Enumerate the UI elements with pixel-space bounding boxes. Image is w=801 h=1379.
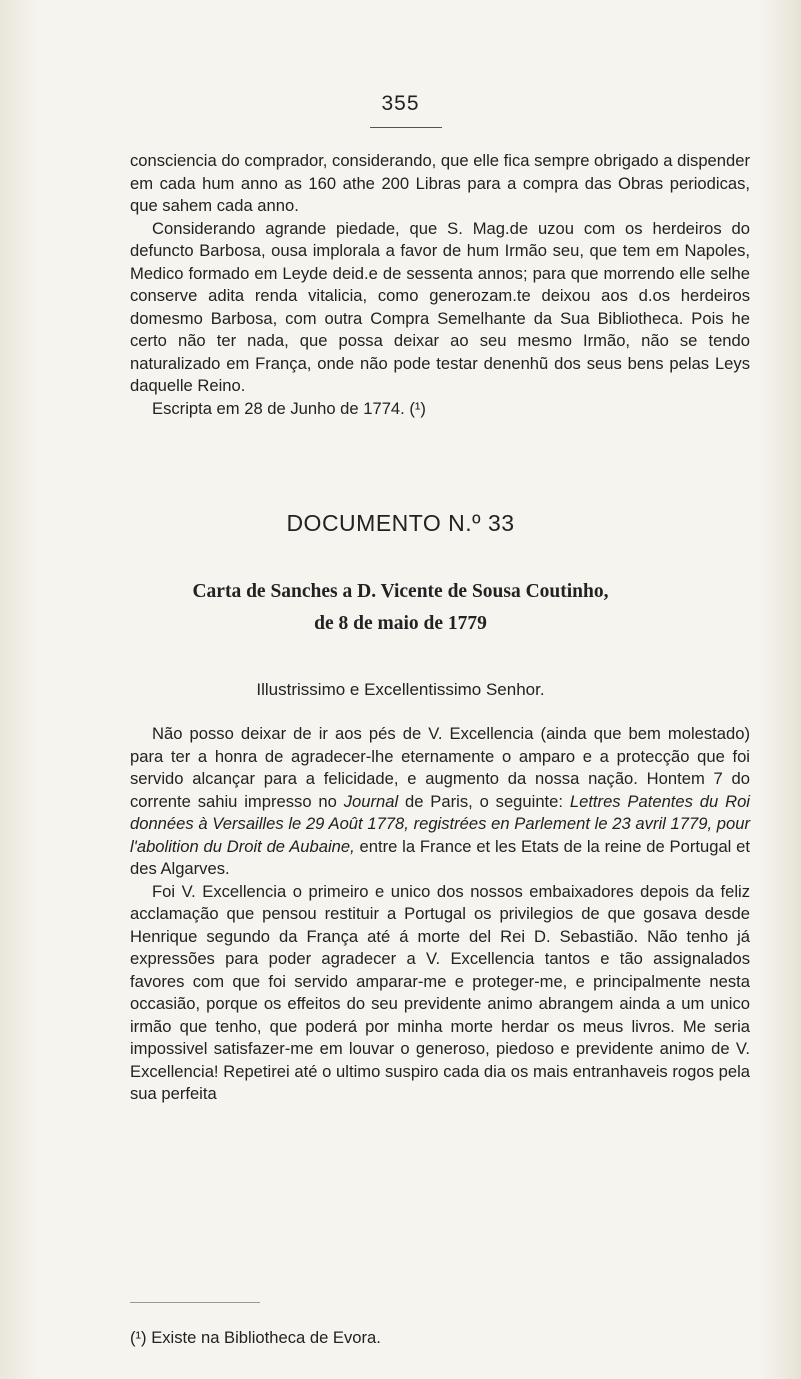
footnote: (¹) Existe na Bibliotheca de Evora. [130,1328,381,1347]
paragraph-letter-1 [130,723,750,881]
footnote-rule [130,1302,260,1303]
text-block-2 [130,723,750,1106]
page-number-rule [370,127,442,128]
letter-title-line-1: Carta de Sanches a D. Vicente de Sousa Coutinho, [192,581,609,602]
letter-title-line-2: de 8 de maio de 1779 [314,613,487,634]
p1-mid: de Paris, o seguinte: [398,791,570,811]
letter-title [0,576,801,640]
page-number: 355 [381,92,420,115]
salutation: Illustrissimo e Excellentissimo Senhor. [256,680,545,699]
paragraph-considerando: Considerando agrande piedade, que S. Mag.de uzou com os herdeiros do defuncto Barbosa, ousa implorala a favor de hum Irmão seu, que tem em Napoles, Medico formado em Leyde deid.e de sessenta annos; para que morrendo elle selhe conserve adita renda vitalicia, como generozam.te deixou aos d.os herdeiros domesmo Barbosa, com outra Compra Semelhante da Sua Bibliotheca. Pois he certo não ter nada, que possa deixar ao seu mesmo Irmão, não se tendo naturalizado em França, onde não pode testar denenhũ dos seus bens pelas Leys daquelle Reino. [130,218,750,395]
paragraph-letter-2: Foi V. Excellencia o primeiro e unico dos nossos embaixadores depois da feliz acclamação que pensou restituir a Portugal os privilegios de que gosava desde Henrique segundo da França até á morte del Rei D. Sebastião. Não tenho já expressões para poder agradecer a V. Excellencia tantos e tão assignalados favores com que foi servido amparar-me e proteger-me, e principalmente nesta occasião, porque os effeitos do seu previdente animo abrangem ainda a um unico irmão que tenho, que poderá por minha morte herdar os meus livros. Me seria impossivel satisfazer-me em louvar o generoso, piedoso e previdente animo de V. Excellencia! Repetirei até o ultimo suspiro cada dia os mais entranhaveis rogos pela sua perfeita [130,881,750,1103]
lettres-patentes-title: Lettres Patentes du Roi données à Versailles le 29 Août 1778, registrées en Parlement le 23 avril 1779, pour l'abolition du Droit de Aubaine, [130,791,750,856]
text-block-1 [130,150,750,420]
journal-word: Journal [343,791,399,811]
document-heading: DOCUMENTO N.º 33 [286,510,515,536]
p1-start: Não posso deixar de ir aos pés de V. Excellencia (ainda que bem molestado) para ter a honra de agradecer-lhe eternamente o amparo e a protecção que foi servido alcançar para a felicidade, e augmento da nossa nação. Hontem 7 do corrente sahiu impresso no [130,724,750,811]
paragraph-date: Escripta em 28 de Junho de 1774. (¹) [152,398,426,418]
p1-end: entre la France et les Etats de la reine de Portugal et des Algarves. [130,836,750,878]
paragraph-continuation: consciencia do comprador, considerando, que elle fica sempre obrigado a dispender em cada hum anno as 160 athe 200 Libras para a compra das Obras periodicas, que sahem cada anno. [130,151,750,215]
